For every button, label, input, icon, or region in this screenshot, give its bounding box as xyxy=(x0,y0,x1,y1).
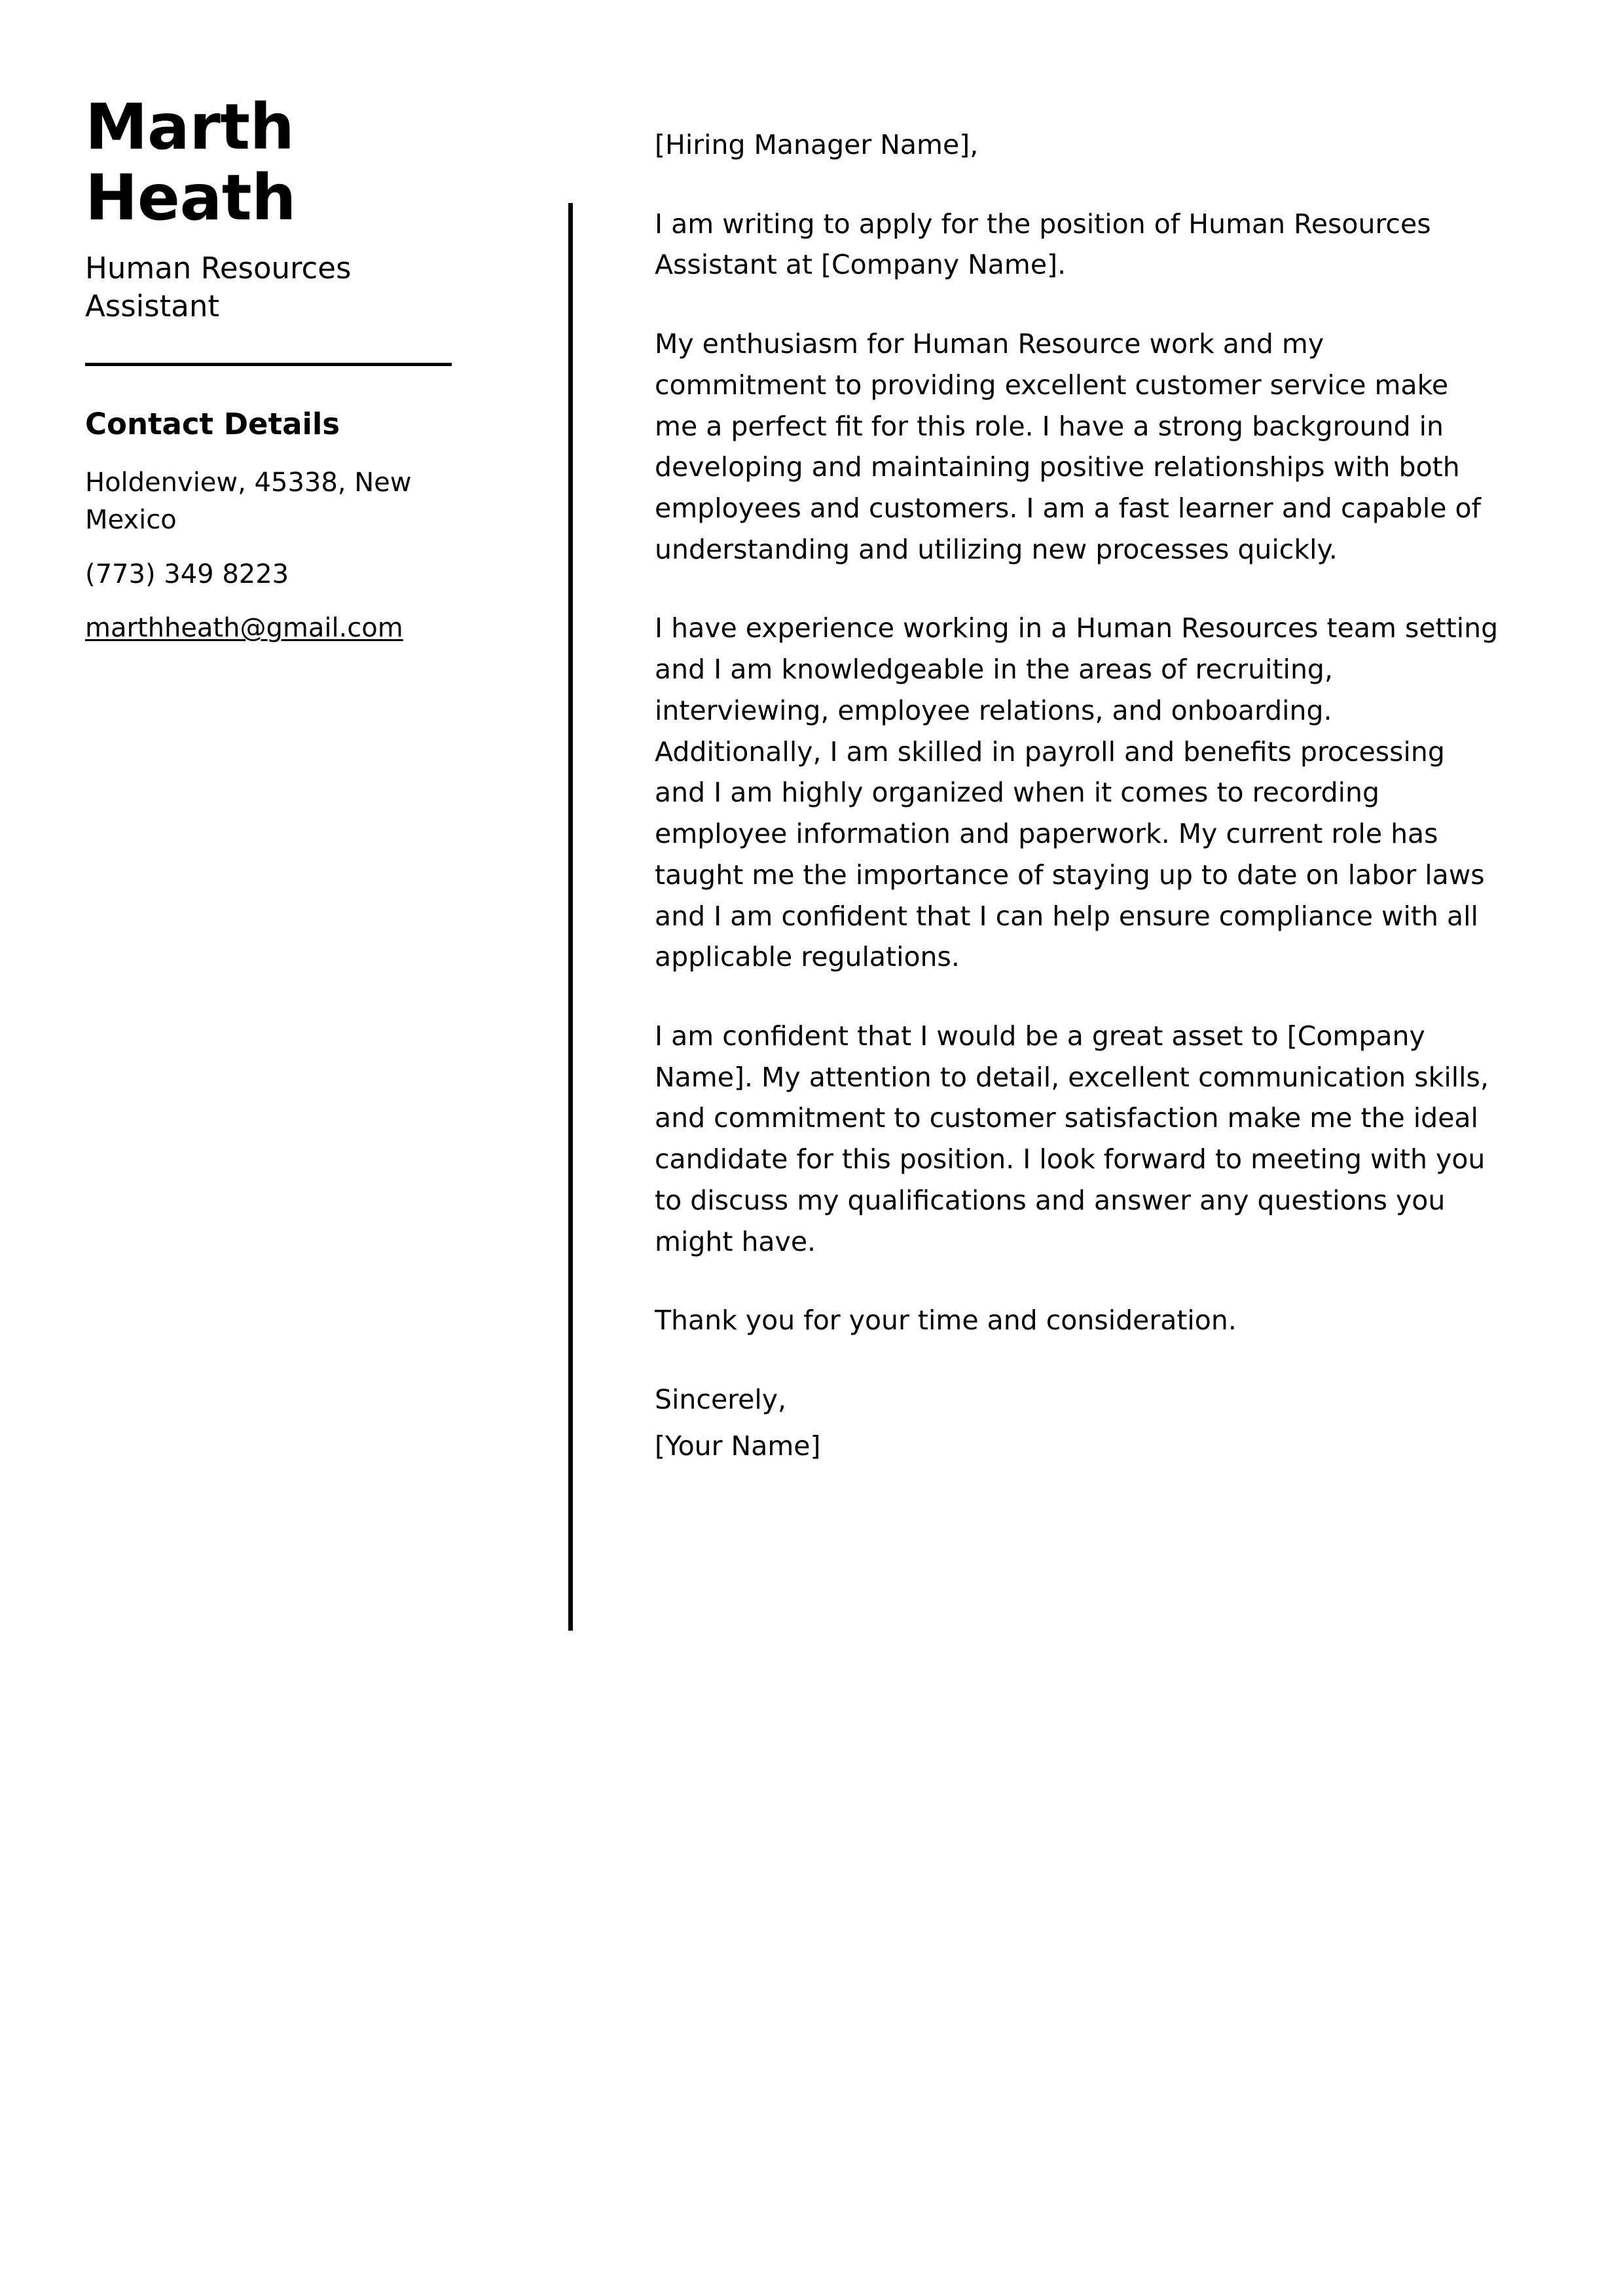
letter-paragraph-4: I am confident that I would be a great asset to [Company Name]. My attention to detail, excellent communication skills, and commitment to customer satisfaction make me the ideal candidate for this position. I look forward to meeting with you to discuss my qualifications and answer any questions you might have. xyxy=(655,1020,1489,1257)
letter-greeting: [Hiring Manager Name], xyxy=(655,129,979,160)
letter-closing: Thank you for your time and consideration. xyxy=(655,1305,1237,1337)
contact-phone[interactable]: (773) 349 8223 xyxy=(85,559,289,589)
contact-address: Holdenview, 45338, New Mexico xyxy=(85,467,412,535)
contact-list xyxy=(85,464,462,647)
letter-paragraph-3: I have experience working in a Human Resources team setting and I am knowledgeable in the areas of recruiting, interviewing, employee relations, and onboarding. Additionally, I am skilled in payroll and benefits processing and I am highly organized when it comes to recording employee information and paperwork. My current role has taught me the importance of staying up to date on labor laws and I am confident that I can help ensure compliance with all applicable regulations. xyxy=(655,612,1499,973)
letter-paragraph-1: I am writing to apply for the position of Human Resources Assistant at [Company Name]. xyxy=(655,208,1431,281)
candidate-name xyxy=(85,92,462,234)
letter-signature-name: [Your Name] xyxy=(655,1430,821,1462)
contact-email[interactable]: marthheath@gmail.com xyxy=(85,613,403,644)
letter-signoff: Sincerely, xyxy=(655,1383,787,1415)
sidebar-divider-rule xyxy=(85,363,452,366)
vertical-divider xyxy=(568,203,573,1631)
name-line-first: Marth xyxy=(85,90,295,164)
letter-paragraph-2: My enthusiasm for Human Resource work and my commitment to providing excellent customer service make me a perfect fit for this role. I have a strong background in developing and maintaining positive relationships with both employees and customers. I am a fast learner and capable of understanding and utilizing new processes quickly. xyxy=(655,328,1481,565)
letter-body xyxy=(655,124,1499,1466)
contact-details-heading: Contact Details xyxy=(85,406,340,441)
sidebar xyxy=(85,92,462,664)
job-title: Human Resources Assistant xyxy=(85,250,352,324)
name-line-last: Heath xyxy=(85,161,296,235)
